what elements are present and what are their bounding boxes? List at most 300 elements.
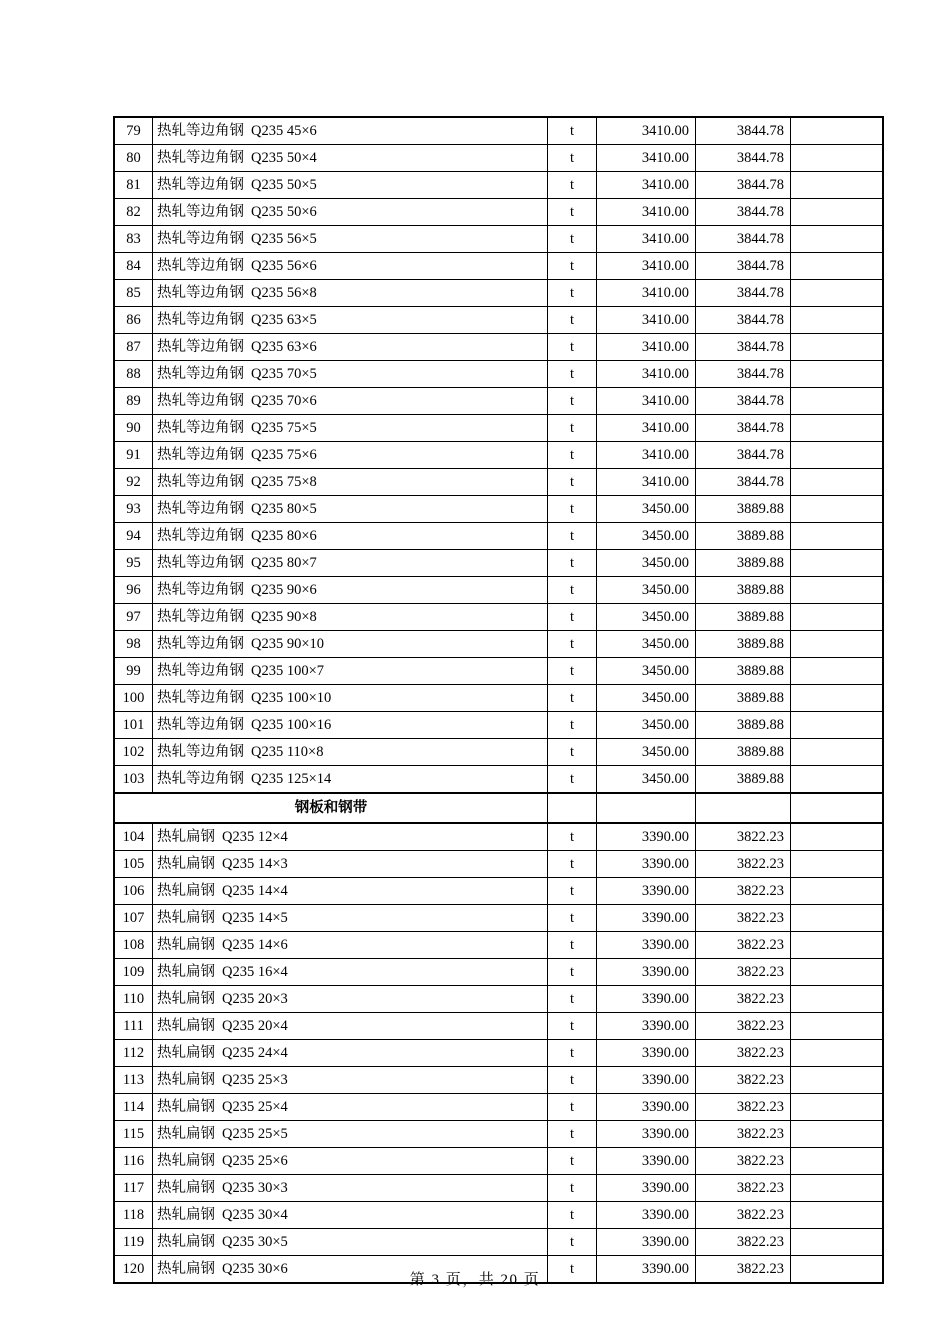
row-index-cell: 89	[114, 388, 153, 415]
row-note-cell	[791, 959, 884, 986]
material-name: 热轧等边角钢	[157, 609, 244, 625]
row-description-cell	[153, 1202, 548, 1229]
row-price1-cell: 3450.00	[597, 739, 696, 766]
material-name: 热轧等边角钢	[157, 204, 244, 220]
row-price2-cell: 3822.23	[696, 1040, 791, 1067]
row-price1-cell: 3390.00	[597, 1229, 696, 1256]
material-name: 热轧扁钢	[157, 883, 215, 899]
section-note-pad	[791, 793, 884, 823]
row-price2-cell: 3822.23	[696, 1175, 791, 1202]
row-price1-cell: 3390.00	[597, 1202, 696, 1229]
row-price2-cell: 3822.23	[696, 1013, 791, 1040]
material-name: 热轧等边角钢	[157, 582, 244, 598]
table-body	[114, 117, 883, 1283]
material-spec: Q235 25×6	[222, 1153, 288, 1169]
material-name: 热轧扁钢	[157, 1099, 215, 1115]
row-note-cell	[791, 1175, 884, 1202]
row-description-cell	[153, 1121, 548, 1148]
row-price2-cell: 3844.78	[696, 307, 791, 334]
row-note-cell	[791, 823, 884, 851]
table-row	[114, 1013, 883, 1040]
row-price2-cell: 3822.23	[696, 986, 791, 1013]
row-price1-cell: 3390.00	[597, 1256, 696, 1284]
row-unit-cell: t	[548, 1121, 597, 1148]
row-unit-cell: t	[548, 226, 597, 253]
material-name: 热轧等边角钢	[157, 150, 244, 166]
row-price2-cell: 3889.88	[696, 739, 791, 766]
material-name: 热轧扁钢	[157, 1153, 215, 1169]
row-index-cell: 88	[114, 361, 153, 388]
row-unit-cell: t	[548, 577, 597, 604]
material-spec: Q235 24×4	[222, 1045, 288, 1061]
row-price2-cell: 3889.88	[696, 604, 791, 631]
row-unit-cell: t	[548, 932, 597, 959]
row-price1-cell: 3390.00	[597, 1121, 696, 1148]
row-price2-cell: 3822.23	[696, 1094, 791, 1121]
material-name: 热轧等边角钢	[157, 555, 244, 571]
row-price2-cell: 3822.23	[696, 851, 791, 878]
row-unit-cell: t	[548, 1067, 597, 1094]
row-index-cell: 95	[114, 550, 153, 577]
row-price2-cell: 3822.23	[696, 959, 791, 986]
material-name: 热轧等边角钢	[157, 339, 244, 355]
table-row	[114, 1067, 883, 1094]
table-row	[114, 1148, 883, 1175]
table-row	[114, 145, 883, 172]
material-spec: Q235 75×5	[251, 420, 317, 436]
row-price1-cell: 3410.00	[597, 469, 696, 496]
row-index-cell: 86	[114, 307, 153, 334]
row-price1-cell: 3390.00	[597, 959, 696, 986]
table-row	[114, 1229, 883, 1256]
table-row	[114, 658, 883, 685]
row-price2-cell: 3822.23	[696, 1121, 791, 1148]
material-name: 热轧等边角钢	[157, 717, 244, 733]
row-price2-cell: 3844.78	[696, 172, 791, 199]
row-unit-cell: t	[548, 334, 597, 361]
row-description-cell	[153, 172, 548, 199]
row-unit-cell: t	[548, 172, 597, 199]
row-unit-cell: t	[548, 469, 597, 496]
row-index-cell: 87	[114, 334, 153, 361]
row-price1-cell: 3410.00	[597, 253, 696, 280]
row-unit-cell: t	[548, 1256, 597, 1284]
material-name: 热轧扁钢	[157, 991, 215, 1007]
row-price2-cell: 3844.78	[696, 145, 791, 172]
row-description-cell	[153, 932, 548, 959]
material-spec: Q235 20×3	[222, 991, 288, 1007]
material-spec: Q235 80×5	[251, 501, 317, 517]
material-spec: Q235 75×6	[251, 447, 317, 463]
row-description-cell	[153, 905, 548, 932]
row-note-cell	[791, 851, 884, 878]
row-price1-cell: 3390.00	[597, 1067, 696, 1094]
material-spec: Q235 70×6	[251, 393, 317, 409]
row-description-cell	[153, 577, 548, 604]
row-unit-cell: t	[548, 1148, 597, 1175]
material-name: 热轧等边角钢	[157, 636, 244, 652]
material-name: 热轧扁钢	[157, 1180, 215, 1196]
material-spec: Q235 30×3	[222, 1180, 288, 1196]
row-index-cell: 106	[114, 878, 153, 905]
row-note-cell	[791, 577, 884, 604]
material-name: 热轧扁钢	[157, 1126, 215, 1142]
table-row	[114, 550, 883, 577]
row-price1-cell: 3410.00	[597, 199, 696, 226]
row-price2-cell: 3889.88	[696, 712, 791, 739]
row-price1-cell: 3450.00	[597, 604, 696, 631]
row-index-cell: 108	[114, 932, 153, 959]
material-name: 热轧等边角钢	[157, 258, 244, 274]
row-price1-cell: 3410.00	[597, 415, 696, 442]
row-price1-cell: 3450.00	[597, 496, 696, 523]
row-price1-cell: 3390.00	[597, 1094, 696, 1121]
row-note-cell	[791, 604, 884, 631]
table-row	[114, 117, 883, 145]
row-price1-cell: 3390.00	[597, 1013, 696, 1040]
row-price1-cell: 3450.00	[597, 523, 696, 550]
material-spec: Q235 50×5	[251, 177, 317, 193]
row-price1-cell: 3390.00	[597, 878, 696, 905]
row-note-cell	[791, 685, 884, 712]
row-price2-cell: 3889.88	[696, 658, 791, 685]
row-index-cell: 98	[114, 631, 153, 658]
row-index-cell: 120	[114, 1256, 153, 1284]
row-description-cell	[153, 1040, 548, 1067]
row-price1-cell: 3390.00	[597, 905, 696, 932]
row-note-cell	[791, 361, 884, 388]
table-row	[114, 1121, 883, 1148]
row-note-cell	[791, 388, 884, 415]
table-row	[114, 226, 883, 253]
material-name: 热轧等边角钢	[157, 501, 244, 517]
row-description-cell	[153, 361, 548, 388]
row-description-cell	[153, 631, 548, 658]
row-price2-cell: 3822.23	[696, 823, 791, 851]
row-price1-cell: 3390.00	[597, 1040, 696, 1067]
row-description-cell	[153, 307, 548, 334]
row-unit-cell: t	[548, 523, 597, 550]
row-index-cell: 113	[114, 1067, 153, 1094]
material-name: 热轧扁钢	[157, 1018, 215, 1034]
row-price2-cell: 3889.88	[696, 577, 791, 604]
table-row	[114, 905, 883, 932]
row-index-cell: 94	[114, 523, 153, 550]
material-spec: Q235 25×5	[222, 1126, 288, 1142]
row-index-cell: 80	[114, 145, 153, 172]
row-price2-cell: 3889.88	[696, 496, 791, 523]
row-description-cell	[153, 823, 548, 851]
material-spec: Q235 30×6	[222, 1261, 288, 1277]
row-price2-cell: 3889.88	[696, 631, 791, 658]
material-name: 热轧等边角钢	[157, 366, 244, 382]
row-price2-cell: 3822.23	[696, 1067, 791, 1094]
row-index-cell: 93	[114, 496, 153, 523]
material-name: 热轧扁钢	[157, 1045, 215, 1061]
table-row	[114, 739, 883, 766]
row-note-cell	[791, 905, 884, 932]
row-price1-cell: 3390.00	[597, 932, 696, 959]
material-spec: Q235 20×4	[222, 1018, 288, 1034]
row-description-cell	[153, 199, 548, 226]
row-index-cell: 83	[114, 226, 153, 253]
row-index-cell: 110	[114, 986, 153, 1013]
row-note-cell	[791, 334, 884, 361]
row-description-cell	[153, 280, 548, 307]
row-index-cell: 82	[114, 199, 153, 226]
material-name: 热轧等边角钢	[157, 744, 244, 760]
row-price1-cell: 3450.00	[597, 712, 696, 739]
page-footer: 第 3 页，共 20 页	[409, 1272, 541, 1288]
row-description-cell	[153, 550, 548, 577]
row-note-cell	[791, 226, 884, 253]
table-row	[114, 1175, 883, 1202]
material-spec: Q235 75×8	[251, 474, 317, 490]
material-spec: Q235 14×5	[222, 910, 288, 926]
material-name: 热轧扁钢	[157, 1207, 215, 1223]
row-note-cell	[791, 253, 884, 280]
material-spec: Q235 14×6	[222, 937, 288, 953]
table-row	[114, 199, 883, 226]
row-index-cell: 116	[114, 1148, 153, 1175]
row-index-cell: 100	[114, 685, 153, 712]
table-row	[114, 766, 883, 794]
row-unit-cell: t	[548, 905, 597, 932]
row-unit-cell: t	[548, 685, 597, 712]
row-unit-cell: t	[548, 442, 597, 469]
row-index-cell: 114	[114, 1094, 153, 1121]
row-price1-cell: 3450.00	[597, 685, 696, 712]
material-spec: Q235 80×6	[251, 528, 317, 544]
row-description-cell	[153, 986, 548, 1013]
row-description-cell	[153, 442, 548, 469]
row-unit-cell: t	[548, 117, 597, 145]
material-name: 热轧扁钢	[157, 829, 215, 845]
material-name: 热轧等边角钢	[157, 231, 244, 247]
row-price2-cell: 3844.78	[696, 361, 791, 388]
row-price1-cell: 3410.00	[597, 172, 696, 199]
row-unit-cell: t	[548, 878, 597, 905]
row-note-cell	[791, 1094, 884, 1121]
row-price1-cell: 3410.00	[597, 442, 696, 469]
row-description-cell	[153, 878, 548, 905]
row-index-cell: 84	[114, 253, 153, 280]
row-price1-cell: 3390.00	[597, 986, 696, 1013]
row-index-cell: 96	[114, 577, 153, 604]
table-row	[114, 1202, 883, 1229]
table-row	[114, 823, 883, 851]
row-index-cell: 105	[114, 851, 153, 878]
material-name: 热轧扁钢	[157, 856, 215, 872]
row-unit-cell: t	[548, 739, 597, 766]
row-description-cell	[153, 604, 548, 631]
material-price-table	[113, 116, 884, 1284]
row-price1-cell: 3410.00	[597, 280, 696, 307]
row-index-cell: 81	[114, 172, 153, 199]
row-description-cell	[153, 388, 548, 415]
material-name: 热轧等边角钢	[157, 690, 244, 706]
row-price2-cell: 3844.78	[696, 253, 791, 280]
material-spec: Q235 100×10	[251, 690, 332, 706]
row-unit-cell: t	[548, 604, 597, 631]
material-name: 热轧扁钢	[157, 1072, 215, 1088]
row-price2-cell: 3844.78	[696, 280, 791, 307]
row-description-cell	[153, 685, 548, 712]
material-spec: Q235 56×5	[251, 231, 317, 247]
row-description-cell	[153, 1067, 548, 1094]
row-index-cell: 107	[114, 905, 153, 932]
row-index-cell: 112	[114, 1040, 153, 1067]
table-row	[114, 361, 883, 388]
table-row	[114, 442, 883, 469]
row-description-cell	[153, 766, 548, 794]
row-note-cell	[791, 739, 884, 766]
row-unit-cell: t	[548, 280, 597, 307]
row-unit-cell: t	[548, 415, 597, 442]
material-name: 热轧等边角钢	[157, 177, 244, 193]
table-section-header-row	[114, 793, 883, 823]
material-spec: Q235 63×5	[251, 312, 317, 328]
row-unit-cell: t	[548, 253, 597, 280]
row-index-cell: 111	[114, 1013, 153, 1040]
row-price1-cell: 3410.00	[597, 361, 696, 388]
row-description-cell	[153, 1013, 548, 1040]
material-name: 热轧等边角钢	[157, 393, 244, 409]
material-name: 热轧扁钢	[157, 964, 215, 980]
section-price1-pad	[597, 793, 696, 823]
table-row	[114, 280, 883, 307]
row-price2-cell: 3822.23	[696, 1256, 791, 1284]
row-price1-cell: 3450.00	[597, 577, 696, 604]
row-description-cell	[153, 117, 548, 145]
row-price2-cell: 3889.88	[696, 766, 791, 794]
row-note-cell	[791, 280, 884, 307]
table-row	[114, 959, 883, 986]
row-unit-cell: t	[548, 1175, 597, 1202]
table-row	[114, 334, 883, 361]
table-row	[114, 577, 883, 604]
material-name: 热轧扁钢	[157, 910, 215, 926]
row-index-cell: 90	[114, 415, 153, 442]
row-unit-cell: t	[548, 631, 597, 658]
row-note-cell	[791, 712, 884, 739]
material-name: 热轧等边角钢	[157, 771, 244, 787]
row-price1-cell: 3450.00	[597, 658, 696, 685]
material-spec: Q235 110×8	[251, 744, 324, 760]
material-spec: Q235 25×3	[222, 1072, 288, 1088]
row-description-cell	[153, 415, 548, 442]
row-index-cell: 115	[114, 1121, 153, 1148]
row-note-cell	[791, 550, 884, 577]
row-note-cell	[791, 932, 884, 959]
row-unit-cell: t	[548, 388, 597, 415]
row-description-cell	[153, 739, 548, 766]
row-unit-cell: t	[548, 712, 597, 739]
table-row	[114, 631, 883, 658]
row-description-cell	[153, 1229, 548, 1256]
row-price2-cell: 3822.23	[696, 905, 791, 932]
row-note-cell	[791, 469, 884, 496]
row-unit-cell: t	[548, 550, 597, 577]
row-price2-cell: 3844.78	[696, 469, 791, 496]
row-description-cell	[153, 959, 548, 986]
row-description-cell	[153, 334, 548, 361]
row-unit-cell: t	[548, 986, 597, 1013]
row-unit-cell: t	[548, 1202, 597, 1229]
material-spec: Q235 63×6	[251, 339, 317, 355]
row-price1-cell: 3390.00	[597, 851, 696, 878]
table-row	[114, 712, 883, 739]
section-title: 钢板和钢带	[114, 793, 548, 823]
material-spec: Q235 70×5	[251, 366, 317, 382]
row-price1-cell: 3450.00	[597, 766, 696, 794]
row-price2-cell: 3844.78	[696, 117, 791, 145]
row-note-cell	[791, 145, 884, 172]
material-name: 热轧等边角钢	[157, 285, 244, 301]
row-index-cell: 118	[114, 1202, 153, 1229]
row-price2-cell: 3822.23	[696, 1229, 791, 1256]
table-row	[114, 1040, 883, 1067]
row-note-cell	[791, 307, 884, 334]
row-index-cell: 91	[114, 442, 153, 469]
row-price1-cell: 3410.00	[597, 226, 696, 253]
row-unit-cell: t	[548, 1040, 597, 1067]
material-name: 热轧等边角钢	[157, 474, 244, 490]
row-description-cell	[153, 1175, 548, 1202]
row-unit-cell: t	[548, 851, 597, 878]
material-spec: Q235 14×3	[222, 856, 288, 872]
row-note-cell	[791, 878, 884, 905]
row-unit-cell: t	[548, 361, 597, 388]
row-price1-cell: 3390.00	[597, 1148, 696, 1175]
row-price2-cell: 3844.78	[696, 442, 791, 469]
row-index-cell: 109	[114, 959, 153, 986]
row-index-cell: 99	[114, 658, 153, 685]
row-price2-cell: 3844.78	[696, 199, 791, 226]
table-row	[114, 388, 883, 415]
material-spec: Q235 56×8	[251, 285, 317, 301]
material-name: 热轧等边角钢	[157, 528, 244, 544]
row-unit-cell: t	[548, 823, 597, 851]
material-spec: Q235 80×7	[251, 555, 317, 571]
row-index-cell: 97	[114, 604, 153, 631]
row-index-cell: 104	[114, 823, 153, 851]
row-price1-cell: 3410.00	[597, 117, 696, 145]
row-index-cell: 102	[114, 739, 153, 766]
material-spec: Q235 56×6	[251, 258, 317, 274]
material-spec: Q235 90×6	[251, 582, 317, 598]
row-price1-cell: 3410.00	[597, 307, 696, 334]
material-spec: Q235 30×4	[222, 1207, 288, 1223]
row-note-cell	[791, 1013, 884, 1040]
table-row	[114, 878, 883, 905]
table-row	[114, 685, 883, 712]
row-note-cell	[791, 117, 884, 145]
row-unit-cell: t	[548, 766, 597, 794]
row-unit-cell: t	[548, 658, 597, 685]
material-name: 热轧扁钢	[157, 1234, 215, 1250]
material-spec: Q235 125×14	[251, 771, 332, 787]
row-price2-cell: 3844.78	[696, 415, 791, 442]
row-note-cell	[791, 1229, 884, 1256]
material-spec: Q235 50×6	[251, 204, 317, 220]
row-price1-cell: 3410.00	[597, 334, 696, 361]
row-price2-cell: 3844.78	[696, 226, 791, 253]
table-row	[114, 172, 883, 199]
row-description-cell	[153, 145, 548, 172]
table-row	[114, 932, 883, 959]
material-spec: Q235 90×8	[251, 609, 317, 625]
